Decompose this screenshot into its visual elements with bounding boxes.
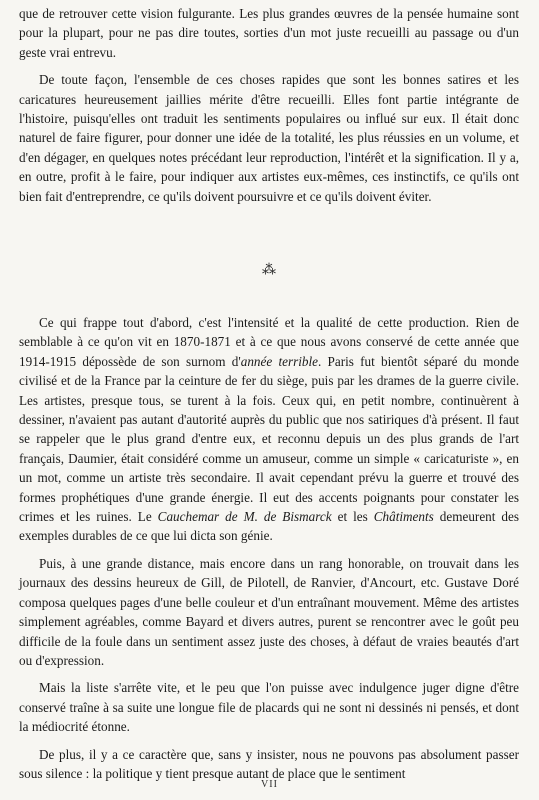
text-run: et les (331, 509, 374, 525)
page-number: VII (261, 779, 278, 790)
paragraph: Puis, à une grande distance, mais encore dans un rang honorable, on trouvait dans les journaux des dessins heureux de Gill, de Pilotell, de Ranvier, d'Ancourt, etc. Gustave Doré composa quelques pages d'une belle couleur et d'un entraînant mouvement. Même des artistes simplement agréables, comme Bayard et divers autres, purent se rencontrer avec le goût peu difficile de la foule dans un sentiment assez juste des choses, à défaut de vraies beautés d'art ou d'expression. (19, 555, 519, 668)
paragraph-continuation: que de retrouver cette vision fulgurante. Les plus grandes œuvres de la pensée humaine sont pour la plupart, pour ne pas dire toutes, sorties d'un mot juste recueilli au passage ou d'un geste vrai entrevu. (19, 6, 519, 60)
paragraph-with-italics (19, 313, 519, 546)
italic-title: Châtiments (373, 509, 434, 525)
text-run: Ce qui frappe tout d'abord, c'est l'intensité et la qualité de cette production. Rien de semblable à ce qu'on vit en 1870-1871 et à ce que nous avons conservé de cette année que 1914-1915 dépossède de son surnom d' (19, 315, 519, 369)
text-run: . Paris fut bientôt séparé du monde civilisé et de la France par la ceinture de fer du siège, puis par les drames de la guerre civile. Les artistes, presque tous, se turent à la fois. Ceux qui, en petit nombre, continuèrent à dessiner, n'avaient pas autant d'autorité auprès du public que nos satiriques d'à présent. Il faut se rappeler que le plus grand d'entre eux, et reconnu depuis un des plus grands de l'art français, Daumier, était considéré comme un amuseur, comme un simple « caricaturiste », en un mot, comme un artiste très secondaire. Il avait cependant prévu la guerre et trouvé des formes prophétiques d'une grande énergie. Il eut des accents poignants pour constater les crimes et les ruines. Le (19, 353, 520, 525)
paragraph: Mais la liste s'arrête vite, et le peu que l'on puisse avec indulgence juger digne d'être conservé traîne à sa suite une longue file de placards qui ne sont ni dessinés ni pensés, et dont la médiocrité étonne. (19, 680, 519, 735)
paragraph: De toute façon, l'ensemble de ces choses rapides que sont les bonnes satires et les caricatures heureusement jaillies mérite d'être recueilli. Elles font partie intégrante de l'histoire, puisqu'elles ont traduit les sentiments populaires ou influé sur eux. Il était donc naturel de faire figurer, pour donner une idée de la totalité, les plus réussies en un volume, et d'en dégager, en quelques notes précédant leur reproduction, l'intérêt et la signification. Il y a, en outre, profit à le faire, pour indiquer aux artistes eux-mêmes, ces instinctifs, ce qu'ils ont bien fait d'entreprendre, ce qu'ils doivent poursuivre et ce qu'ils doivent éviter. (19, 72, 519, 204)
italic-title: Cauchemar de M. de Bismarck (157, 509, 332, 525)
section-ornament: ⁂ (262, 263, 277, 278)
paragraph: De plus, il y a ce caractère que, sans y insister, nous ne pouvons pas absolument passer sous silence : la politique y tient presque autant de place que le sentiment (19, 746, 519, 781)
text-block-top (19, 4, 519, 206)
italic-term: année terrible (240, 353, 318, 369)
text-run: demeurent des exemples durables de ce que lui dicta son génie. (19, 509, 519, 544)
text-block-bottom (19, 313, 519, 783)
